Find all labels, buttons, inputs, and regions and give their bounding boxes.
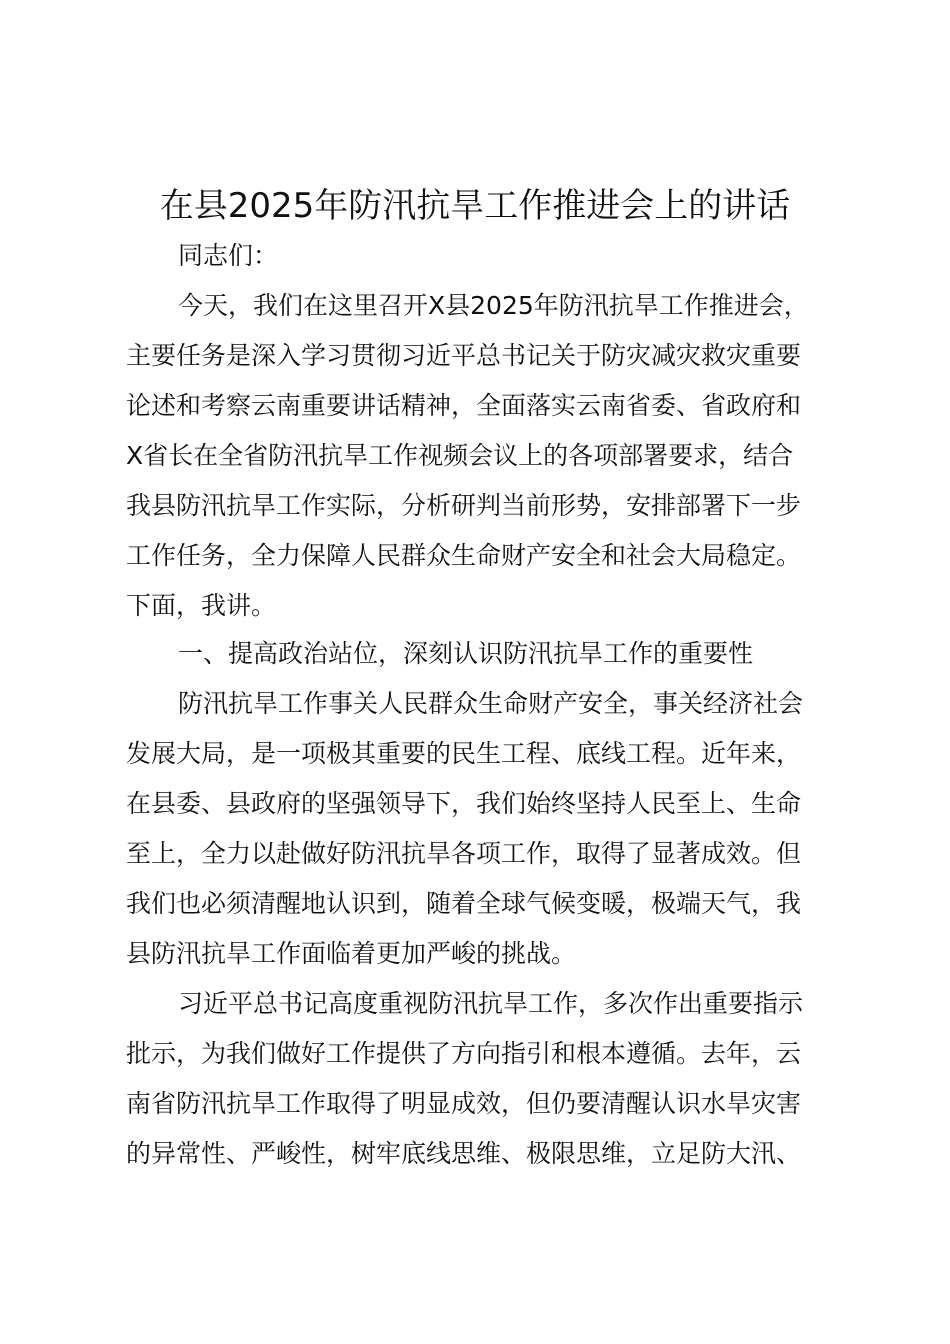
paragraph-line: 的异常性、严峻性，树牢底线思维、极限思维，立足防大汛、 (126, 1139, 802, 1168)
paragraph-line: 至上，全力以赴做好防汛抗旱各项工作，取得了显著成效。但 (126, 839, 802, 868)
paragraph-line: X省长在全省防汛抗旱工作视频会议上的各项部署要求，结合 (126, 441, 794, 470)
paragraph-line: 县防汛抗旱工作面临着更加严峻的挑战。 (126, 939, 577, 968)
paragraph-line: 南省防汛抗旱工作取得了明显成效，但仍要清醒认识水旱灾害 (126, 1089, 802, 1118)
paragraph-line: 我县防汛抗旱工作实际，分析研判当前形势，安排部署下一步 (126, 491, 802, 520)
paragraph-line: 在县委、县政府的坚强领导下，我们始终坚持人民至上、生命 (126, 789, 802, 818)
section-heading: 一、提高政治站位，深刻认识防汛抗旱工作的重要性 (178, 639, 754, 668)
paragraph-line: 工作任务，全力保障人民群众生命财产安全和社会大局稳定。 (126, 541, 802, 570)
paragraph-line: 今天，我们在这里召开X县2025年防汛抗旱工作推进会， (178, 291, 809, 320)
paragraph-line: 我们也必须清醒地认识到，随着全球气候变暖，极端天气，我 (126, 889, 802, 918)
paragraph-line: 论述和考察云南重要讲话精神，全面落实云南省委、省政府和 (126, 391, 802, 420)
paragraph-line: 防汛抗旱工作事关人民群众生命财产安全，事关经济社会 (178, 689, 804, 718)
document-title: 在县2025年防汛抗旱工作推进会上的讲话 (159, 186, 791, 226)
paragraph-line: 发展大局，是一项极其重要的民生工程、底线工程。近年来， (126, 739, 802, 768)
paragraph-line: 习近平总书记高度重视防汛抗旱工作，多次作出重要指示 (178, 989, 804, 1018)
salutation: 同志们： (178, 241, 279, 270)
paragraph-line: 主要任务是深入学习贯彻习近平总书记关于防灾减灾救灾重要 (126, 341, 802, 370)
paragraph-line: 批示，为我们做好工作提供了方向指引和根本遵循。去年，云 (126, 1039, 802, 1068)
paragraph-line: 下面，我讲。 (126, 591, 277, 620)
